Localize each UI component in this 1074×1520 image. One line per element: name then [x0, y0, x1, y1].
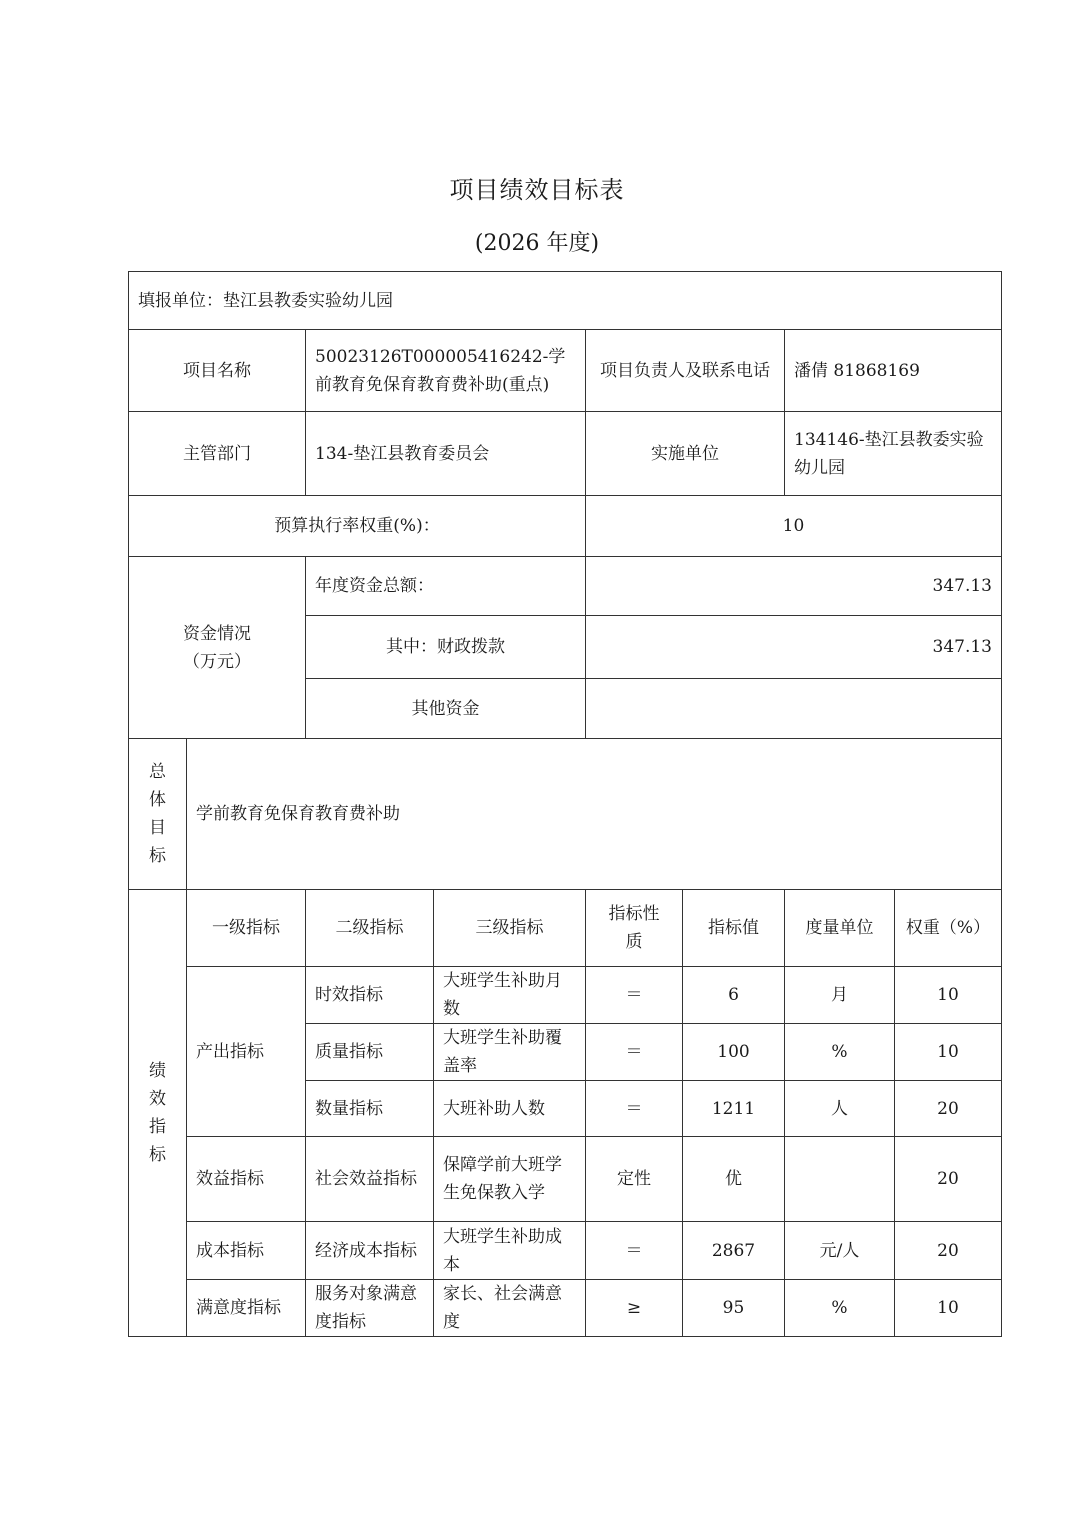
unit: 人	[785, 1081, 895, 1137]
header-nature: 指标性质	[586, 890, 683, 967]
project-name-value: 50023126T000005416242-学前教育免保育教育费补助(重点)	[306, 330, 586, 412]
indicator-value: 优	[683, 1137, 785, 1222]
level2: 服务对象满意度指标	[306, 1280, 434, 1337]
nature: ＝	[586, 1222, 683, 1280]
overall-goal-value: 学前教育免保育教育费补助	[187, 739, 1002, 890]
budget-rate-label: 预算执行率权重(%)：	[129, 496, 586, 557]
level1-output: 产出指标	[187, 967, 306, 1137]
level3: 家长、社会满意度	[434, 1280, 586, 1337]
table-row	[129, 1137, 1002, 1222]
impl-unit-label: 实施单位	[586, 412, 785, 496]
funds-other-label: 其他资金	[306, 679, 586, 739]
performance-label	[129, 890, 187, 1337]
nature: 定性	[586, 1137, 683, 1222]
budget-rate-value: 10	[586, 496, 1002, 557]
indicator-value: 100	[683, 1024, 785, 1081]
funds-total-value: 347.13	[586, 557, 1002, 616]
contact-value: 潘倩 81868169	[785, 330, 1002, 412]
funds-label	[129, 557, 306, 739]
weight: 10	[895, 1280, 1002, 1337]
page-title: 项目绩效目标表	[449, 176, 625, 204]
performance-target-table	[128, 271, 1002, 1337]
level3: 大班学生补助覆盖率	[434, 1024, 586, 1081]
weight: 20	[895, 1222, 1002, 1280]
level2: 经济成本指标	[306, 1222, 434, 1280]
page-subtitle: (2026 年度)	[474, 231, 600, 256]
weight: 20	[895, 1137, 1002, 1222]
unit	[785, 1137, 895, 1222]
nature: ＝	[586, 1024, 683, 1081]
level3: 大班学生补助成本	[434, 1222, 586, 1280]
indicator-value: 6	[683, 967, 785, 1024]
level2: 社会效益指标	[306, 1137, 434, 1222]
funds-label-line2: （万元）	[183, 651, 251, 672]
nature: ＝	[586, 1081, 683, 1137]
level2: 数量指标	[306, 1081, 434, 1137]
table-row	[129, 1280, 1002, 1337]
level3: 大班补助人数	[434, 1081, 586, 1137]
overall-goal-label-text: 总体目标	[149, 762, 166, 866]
header-value: 指标值	[683, 890, 785, 967]
overall-goal-label	[129, 739, 187, 890]
unit: %	[785, 1280, 895, 1337]
indicator-value: 2867	[683, 1222, 785, 1280]
project-name-label: 项目名称	[129, 330, 306, 412]
level1-satisfaction: 满意度指标	[187, 1280, 306, 1337]
level1-cost: 成本指标	[187, 1222, 306, 1280]
header-level3: 三级指标	[434, 890, 586, 967]
header-level2: 二级指标	[306, 890, 434, 967]
funds-label-line1: 资金情况	[183, 623, 251, 644]
unit: %	[785, 1024, 895, 1081]
funds-fiscal-label: 其中：财政拨款	[306, 616, 586, 679]
reporting-unit: 填报单位：垫江县教委实验幼儿园	[129, 272, 1002, 330]
weight: 20	[895, 1081, 1002, 1137]
table-row	[129, 967, 1002, 1024]
indicator-value: 1211	[683, 1081, 785, 1137]
level3: 大班学生补助月数	[434, 967, 586, 1024]
level3: 保障学前大班学生免保教入学	[434, 1137, 586, 1222]
level2: 质量指标	[306, 1024, 434, 1081]
funds-total-label: 年度资金总额：	[306, 557, 586, 616]
dept-label: 主管部门	[129, 412, 306, 496]
indicator-value: 95	[683, 1280, 785, 1337]
weight: 10	[895, 967, 1002, 1024]
level2: 时效指标	[306, 967, 434, 1024]
funds-other-value	[586, 679, 1002, 739]
level1-benefit: 效益指标	[187, 1137, 306, 1222]
performance-label-text: 绩效指标	[149, 1061, 166, 1165]
funds-fiscal-value: 347.13	[586, 616, 1002, 679]
header-unit: 度量单位	[785, 890, 895, 967]
contact-label: 项目负责人及联系电话	[586, 330, 785, 412]
header-level1: 一级指标	[187, 890, 306, 967]
unit: 元/人	[785, 1222, 895, 1280]
nature: ＝	[586, 967, 683, 1024]
unit: 月	[785, 967, 895, 1024]
nature: ≥	[586, 1280, 683, 1337]
dept-value: 134-垫江县教育委员会	[306, 412, 586, 496]
weight: 10	[895, 1024, 1002, 1081]
impl-unit-value: 134146-垫江县教委实验幼儿园	[785, 412, 1002, 496]
table-row	[129, 1222, 1002, 1280]
header-weight: 权重（%）	[895, 890, 1002, 967]
